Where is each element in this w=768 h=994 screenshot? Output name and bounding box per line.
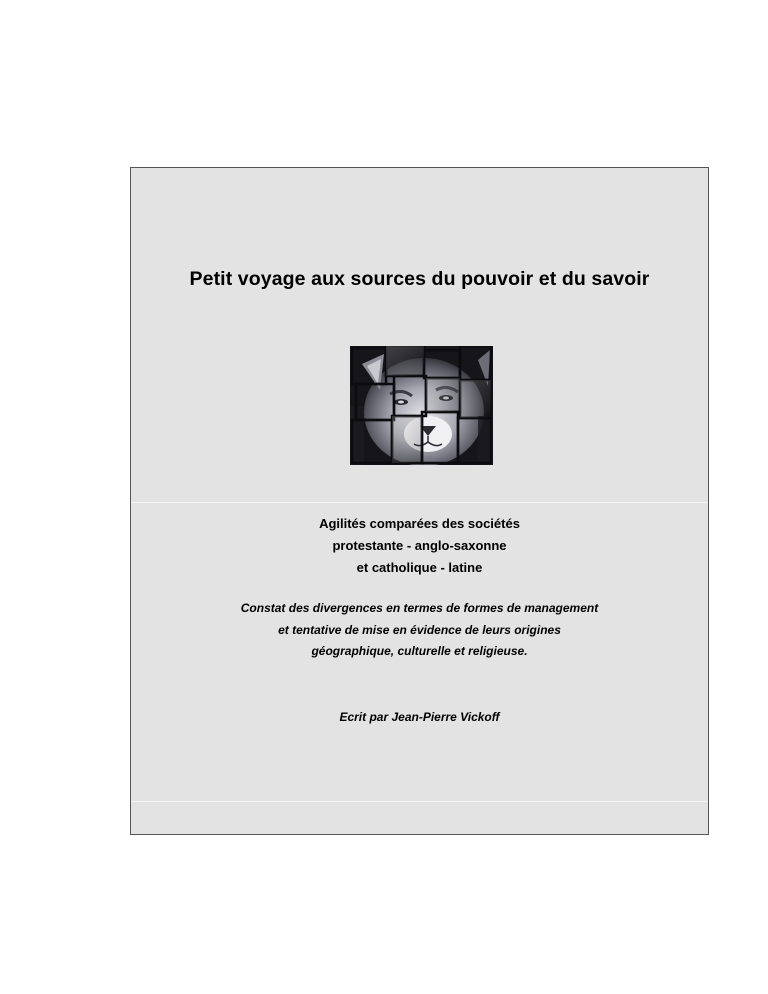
- description-line: et tentative de mise en évidence de leurs origines: [278, 622, 561, 637]
- author-credit: Ecrit par Jean-Pierre Vickoff: [339, 710, 500, 724]
- description-line: Constat des divergences en termes de formes de management: [240, 601, 599, 615]
- section-divider: [131, 801, 708, 802]
- subtitle-line: protestante - anglo-saxonne: [332, 538, 507, 553]
- subtitle-line: Agilités comparées des sociétés: [319, 516, 520, 531]
- description-block: [131, 598, 708, 663]
- subtitle-block: [131, 513, 708, 579]
- cover-box: [130, 167, 709, 835]
- subtitle-line: et catholique - latine: [356, 560, 483, 575]
- cougar-mosaic-graphic: [350, 346, 493, 465]
- document-title: Petit voyage aux sources du pouvoir et du savoir: [189, 268, 650, 290]
- cougar-face-photo-icon: [350, 346, 493, 465]
- description-line: géographique, culturelle et religieuse.: [311, 644, 528, 658]
- section-divider: [131, 502, 708, 503]
